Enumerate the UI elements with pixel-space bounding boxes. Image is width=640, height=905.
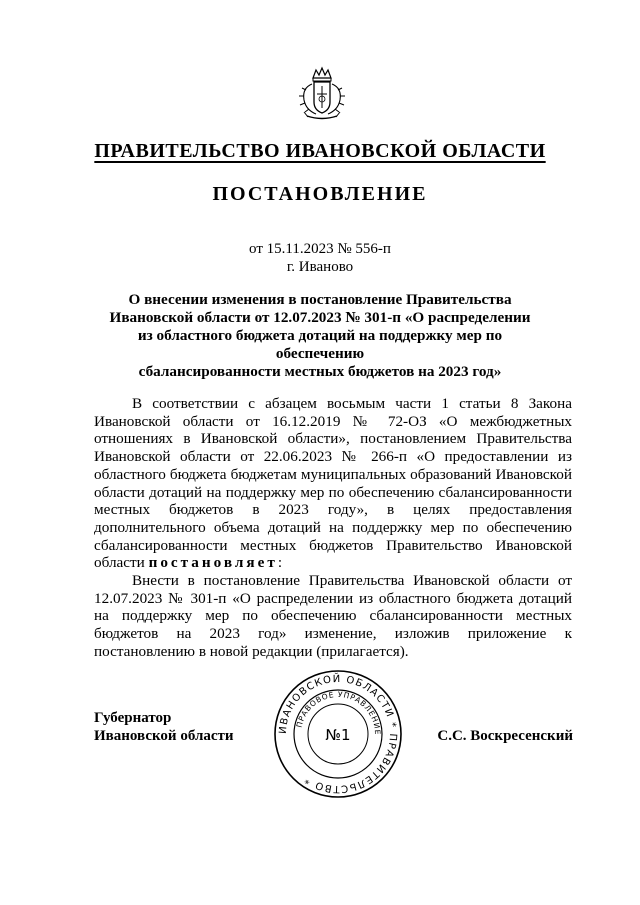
seal-inner-text: ПРАВОВОЕ УПРАВЛЕНИЕ (294, 689, 383, 736)
document-city: г. Иваново (286, 259, 354, 275)
resolves-colon: : (277, 554, 283, 572)
government-title: ПРАВИТЕЛЬСТВО ИВАНОВСКОЙ ОБЛАСТИ (94, 140, 546, 162)
signatory-title-line1: Губернатор (94, 710, 172, 726)
signatory-name: С.С. Воскресенский (437, 728, 573, 744)
signatory-title-line2: Ивановской области (94, 728, 234, 744)
heading-line: О внесении изменения в постановление Правительства (128, 291, 512, 308)
heading-line: сбалансированности местных бюджетов на 2023 год» (138, 363, 502, 380)
preamble-paragraph (94, 395, 572, 572)
seal-number: №1 (325, 726, 351, 744)
document-body (94, 395, 572, 661)
preamble-text: В соответствии с абзацем восьмым части 1 статьи 8 Закона Ивановской области от 16.12.2019 № 72-ОЗ «О межбюджетных отношениях в Ивановской области», постановлением Правительства Ивановской области от 22.06.2023 № 266-п «О предоставлении из областного бюджета бюджетам муниципальных образований Ивановской области дотаций на поддержку мер по обеспечению сбалансированности местных бюджетов в 2023 году», в целях предоставления дополнительного объема дотаций на поддержку мер по обеспечению сбалансированности местных бюджетов Правительство Ивановской области (94, 395, 572, 572)
resolves-word: постановляет (148, 554, 278, 572)
heading-line: из областного бюджета дотаций на поддержку мер по обеспечению (137, 327, 503, 362)
coat-of-arms-icon (292, 66, 352, 122)
document-type: ПОСТАНОВЛЕНИЕ (212, 183, 428, 205)
seal-ring-text: ИВАНОВСКОЙ ОБЛАСТИ * ПРАВИТЕЛЬСТВО * (277, 673, 399, 795)
resolution-paragraph: Внести в постановление Правительства Ивановской области от 12.07.2023 № 301-п «О распределении из областного бюджета дотаций на поддержку мер по обеспечению сбалансированности местных бюджетов на 2023 год» изменение, изложив приложение к постановлению в новой редакции (прилагается). (94, 572, 572, 660)
document-heading (95, 291, 545, 381)
document-date-number: от 15.11.2023 № 556-п (249, 241, 391, 257)
official-seal (272, 668, 404, 800)
heading-line: Ивановской области от 12.07.2023 № 301-п «О распределении (109, 309, 531, 326)
signatory-title (94, 709, 294, 745)
